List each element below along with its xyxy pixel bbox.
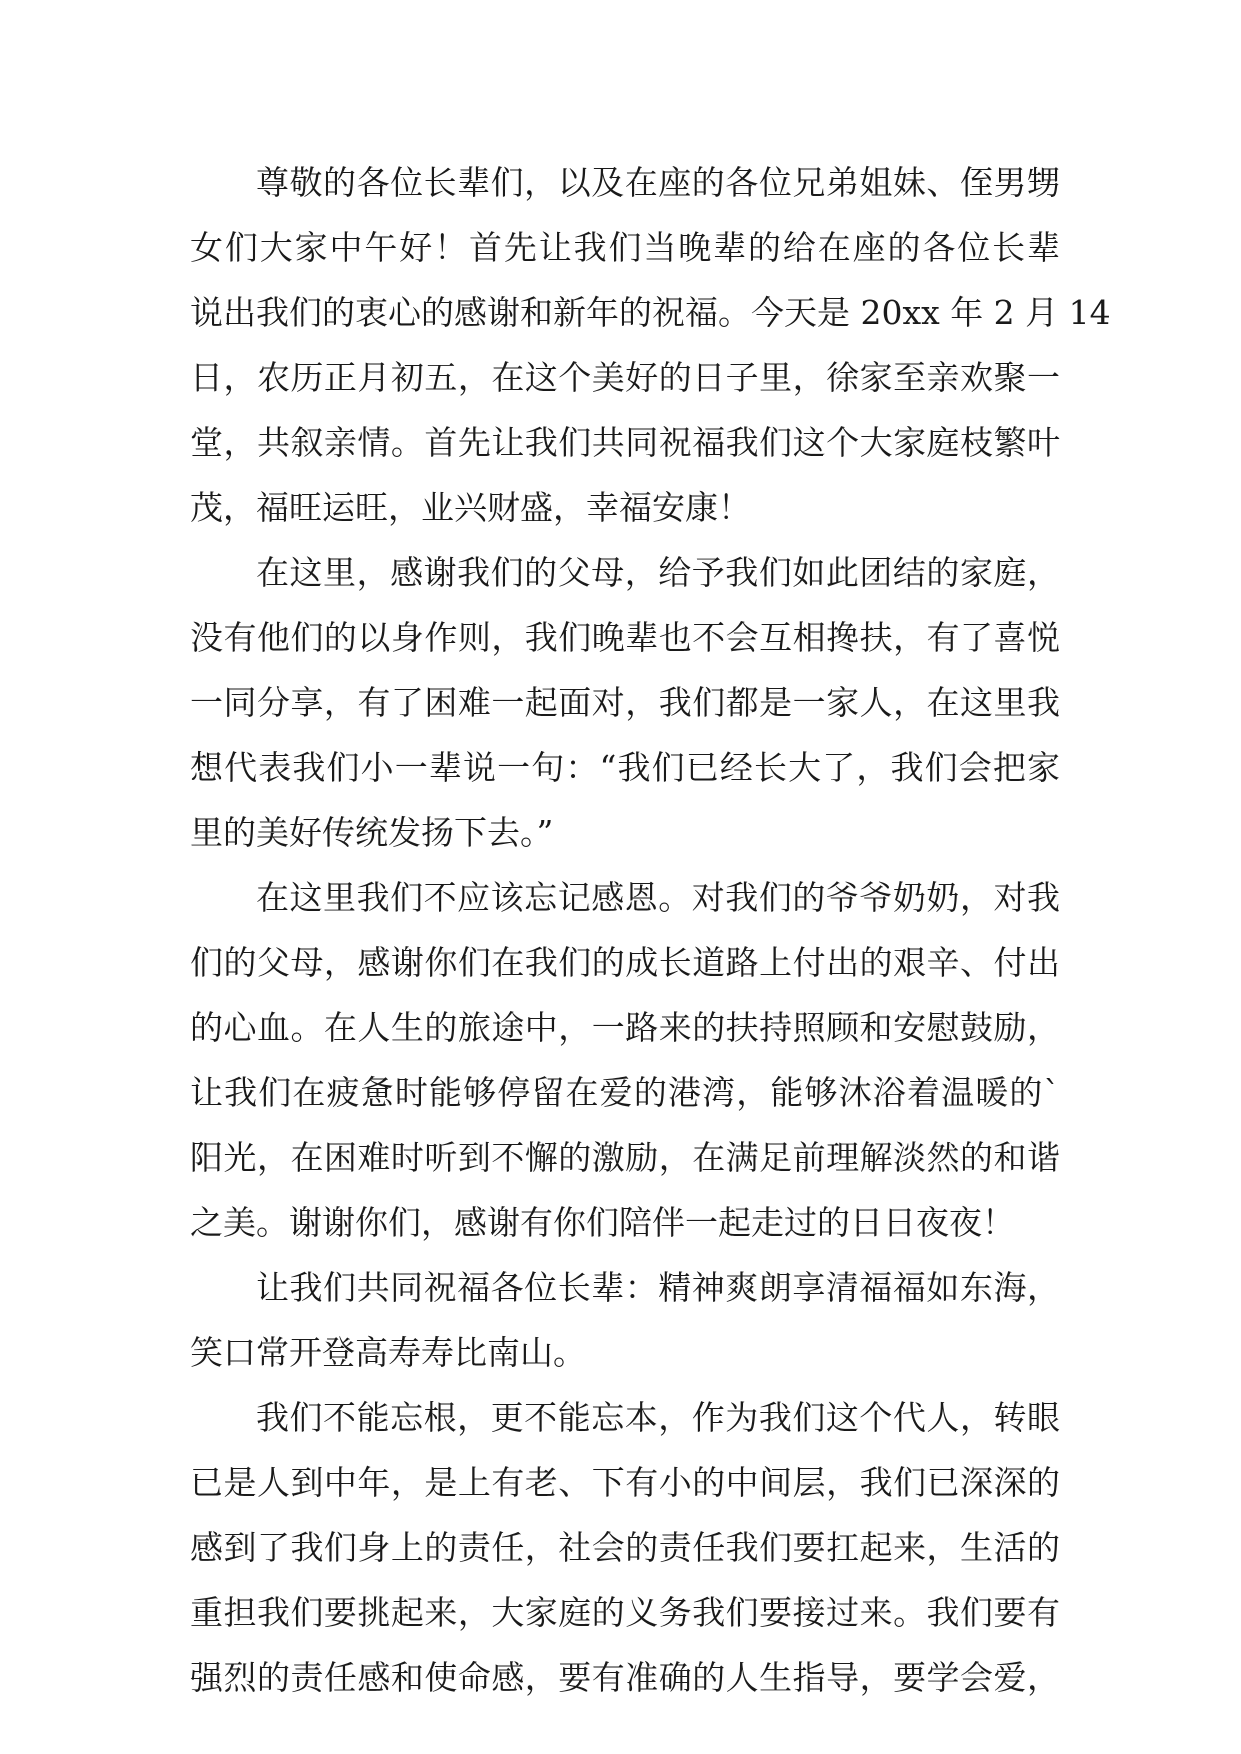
text-line: 在这里我们不应该忘记感恩。对我们的爷爷奶奶，对我 [256,878,1060,917]
text-line: 里的美好传统发扬下去。” [190,813,554,852]
text-line: 感到了我们身上的责任，社会的责任我们要扛起来，生活的 [190,1528,1060,1567]
text-line: 重担我们要挑起来，大家庭的义务我们要接过来。我们要有 [190,1593,1060,1632]
text-line: 想代表我们小一辈说一句：“我们已经长大了，我们会把家 [190,748,1060,787]
text-line: 一同分享，有了困难一起面对，我们都是一家人，在这里我 [190,683,1060,722]
text-line: 说出我们的衷心的感谢和新年的祝福。今天是 20xx 年 2 月 14 [190,293,1111,332]
text-line: 日，农历正月初五，在这个美好的日子里，徐家至亲欢聚一 [190,358,1060,397]
text-line: 尊敬的各位长辈们，以及在座的各位兄弟姐妹、侄男甥 [256,163,1060,202]
text-line: 的心血。在人生的旅途中，一路来的扶持照顾和安慰鼓励， [190,1008,1060,1047]
text-line: 阳光，在困难时听到不懈的激励，在满足前理解淡然的和谐 [190,1138,1060,1177]
text-line: 没有他们的以身作则，我们晚辈也不会互相搀扶，有了喜悦 [190,618,1060,657]
paragraph-thanks-parents [190,540,1060,865]
text-line: 笑口常开登高寿寿比南山。 [190,1333,586,1372]
text-line: 我们不能忘根，更不能忘本，作为我们这个代人，转眼 [256,1398,1060,1437]
text-line: 让我们共同祝福各位长辈：精神爽朗享清福福如东海， [256,1268,1060,1307]
paragraph-responsibility [190,1385,1060,1710]
paragraph-greeting [190,150,1111,540]
text-line: 们的父母，感谢你们在我们的成长道路上付出的艰辛、付出 [190,943,1060,982]
paragraph-blessing [190,1255,1060,1385]
text-line: 在这里，感谢我们的父母，给予我们如此团结的家庭， [256,553,1060,592]
text-line: 已是人到中年，是上有老、下有小的中间层，我们已深深的 [190,1463,1060,1502]
text-line: 强烈的责任感和使命感，要有准确的人生指导，要学会爱， [190,1658,1060,1697]
text-line: 茂，福旺运旺，业兴财盛，幸福安康！ [190,488,751,527]
text-line: 女们大家中午好！首先让我们当晚辈的给在座的各位长辈 [190,228,1060,267]
text-line: 让我们在疲惫时能够停留在爱的港湾，能够沐浴着温暖的` [190,1073,1060,1112]
paragraph-gratitude [190,865,1060,1255]
text-line: 之美。谢谢你们，感谢有你们陪伴一起走过的日日夜夜！ [190,1203,1015,1242]
document-body [190,150,1111,1710]
text-line: 堂，共叙亲情。首先让我们共同祝福我们这个大家庭枝繁叶 [190,423,1060,462]
